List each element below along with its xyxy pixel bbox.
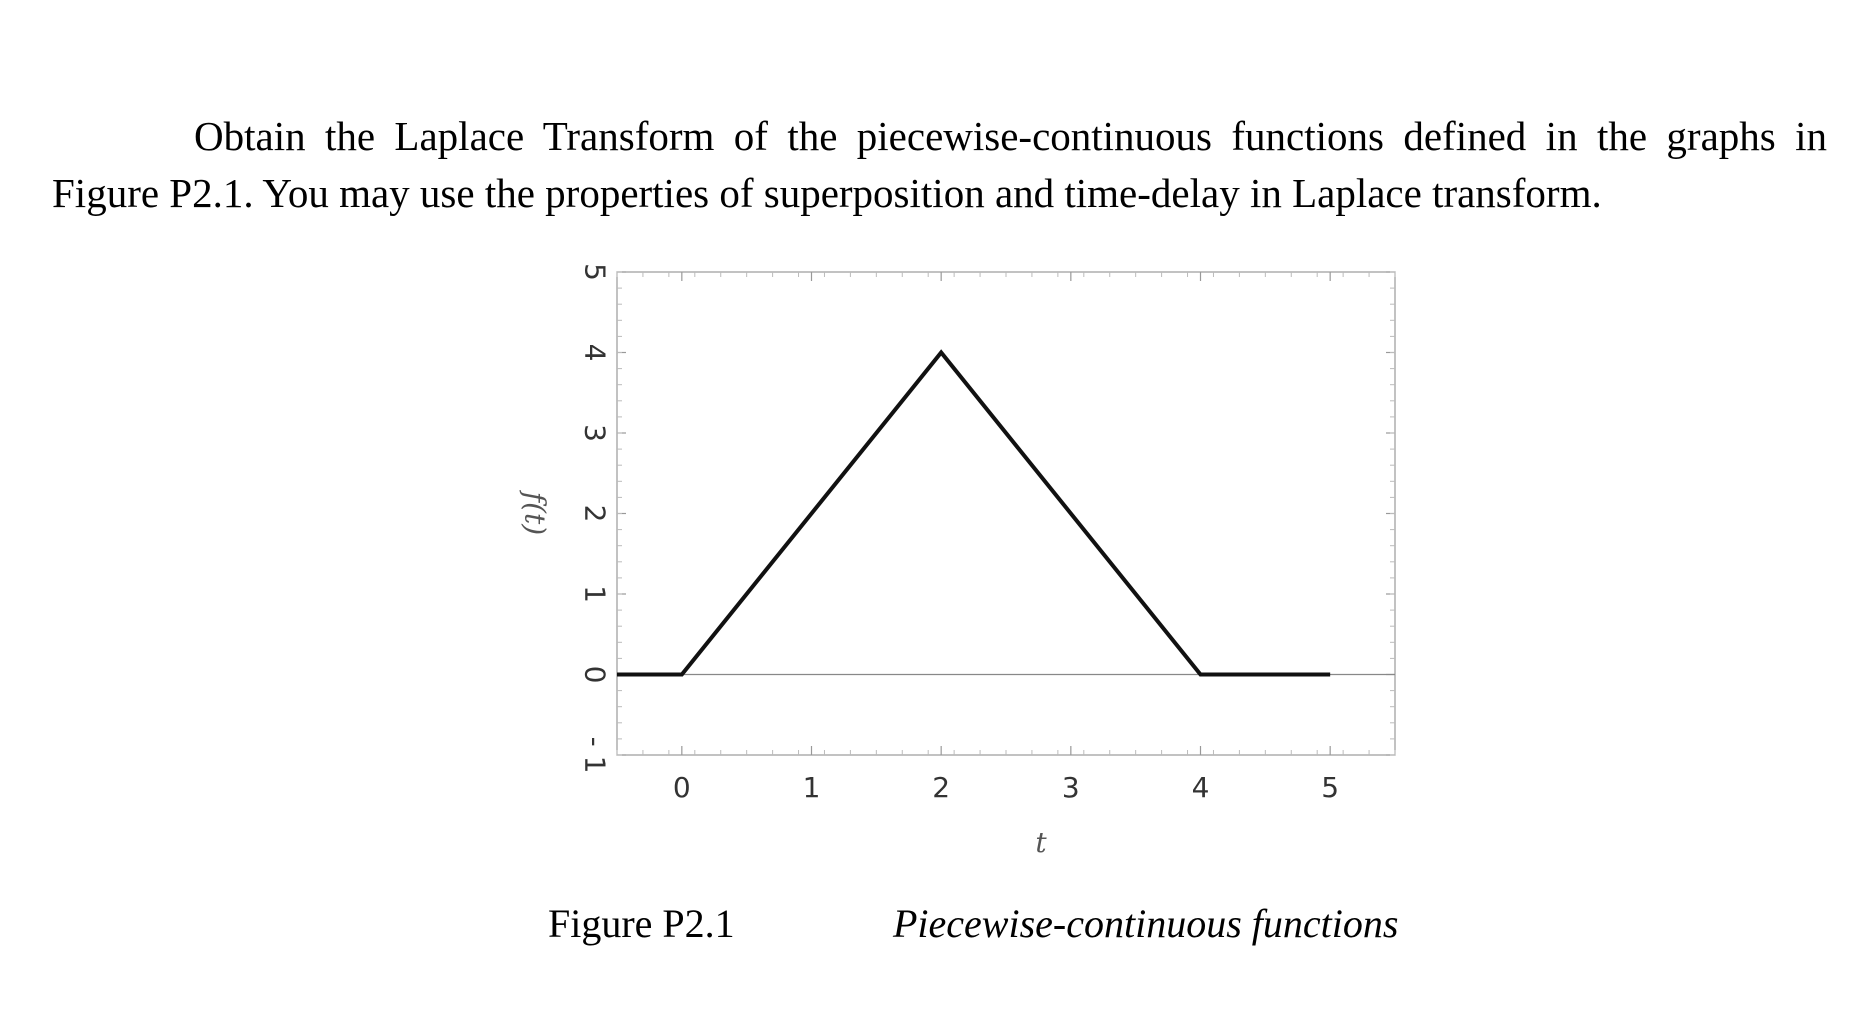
x-axis-title: t — [1035, 826, 1047, 859]
y-tick-label: 0 — [578, 665, 612, 684]
x-tick-label: 3 — [1061, 771, 1080, 804]
x-tick-label: 2 — [932, 771, 951, 804]
y-tick-label: - 1 — [578, 736, 612, 774]
y-tick-label: 5 — [578, 263, 612, 281]
y-axis-title: f(t) — [518, 491, 552, 536]
y-tick-label: 3 — [578, 424, 612, 442]
x-tick-label: 5 — [1321, 771, 1340, 804]
series-line — [617, 353, 1330, 675]
y-tick-label: 1 — [578, 585, 612, 603]
y-tick-label: 2 — [578, 504, 612, 523]
figure-number: Figure P2.1 — [548, 901, 735, 946]
x-tick-label: 0 — [672, 771, 691, 804]
x-tick-label: 4 — [1191, 771, 1210, 804]
figure-caption: Piecewise-continuous functions — [893, 901, 1399, 946]
problem-statement: Obtain the Laplace Transform of the piecewise-continuous functions defined in the graphs in Figure P2.1. You may use the properties of superposition and time-delay in Laplace transform. — [52, 113, 1827, 216]
plot-frame — [617, 272, 1395, 755]
x-tick-label: 1 — [802, 771, 821, 804]
y-tick-label: 4 — [578, 343, 612, 362]
